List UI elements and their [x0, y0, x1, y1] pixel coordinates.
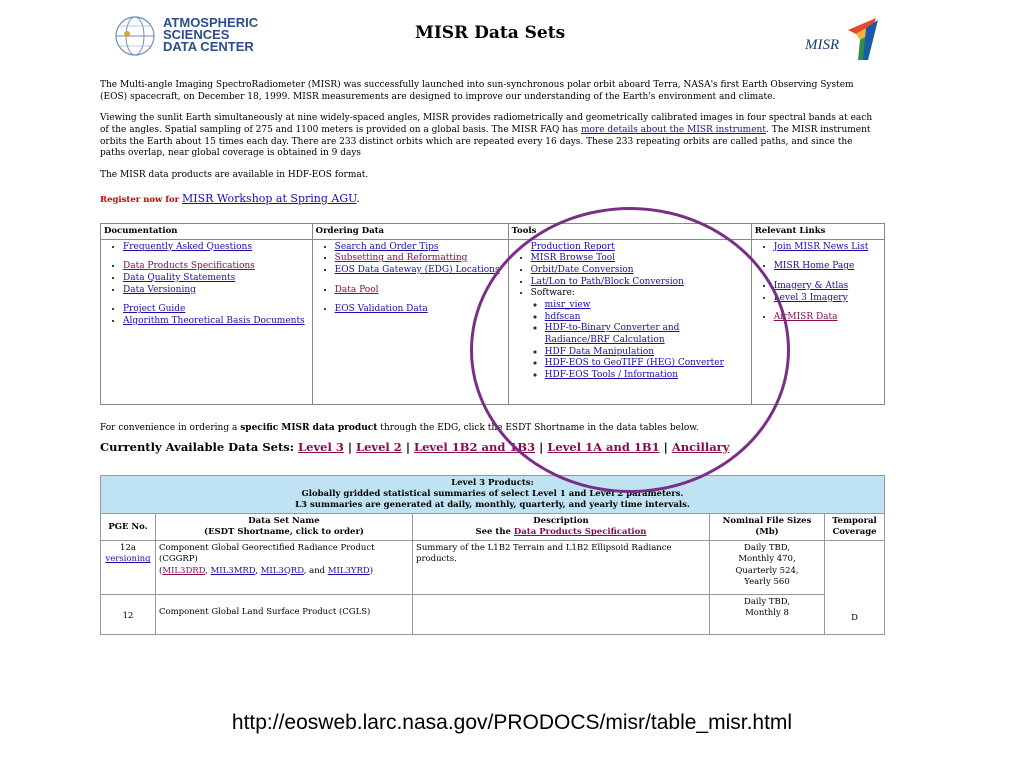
dps-link[interactable]: Data Products Specification [513, 527, 647, 538]
size-line: Daily TBD, [744, 543, 790, 554]
spacer [123, 253, 308, 261]
documentation-header: Documentation [101, 223, 313, 239]
file-size-cell [710, 595, 825, 635]
logo-line: ATMOSPHERIC [163, 15, 259, 30]
airmisr-link[interactable]: AirMISR Data [773, 312, 838, 323]
file-size-cell [710, 541, 825, 595]
size-line: Monthly 470, [738, 554, 796, 565]
intro-paragraph [100, 113, 880, 160]
level2-anchor[interactable]: Level 2 [356, 440, 402, 455]
software-list [531, 300, 747, 382]
versioning-link[interactable]: versioning [105, 554, 151, 565]
name-col-header [156, 514, 413, 541]
header-line: (ESDT Shortname, click to order) [204, 527, 364, 538]
tools-cell [508, 239, 751, 404]
dataset-name: Component Global Land Surface Product (CGLS) [159, 607, 371, 618]
convenience-note [100, 423, 880, 435]
orbit-date-link[interactable]: Orbit/Date Conversion [530, 264, 634, 275]
spacer [123, 296, 308, 304]
misr-arrow-icon [800, 16, 890, 66]
list-item [123, 261, 308, 273]
intro-paragraph: The Multi-angle Imaging SpectroRadiometer (MISR) was successfully launched into sun-synchronous polar orbit aboard Terra, NASA's first Earth Observing System (EOS) spacecraft, on December 18, 1999. MISR measurements are designed to improve our understanding of the Earth's environment and climate. [100, 80, 854, 102]
list-item [531, 265, 747, 277]
intro-text: Viewing the sunlit Earth simultaneously at nine widely-spaced angles, MISR provides radiometrically and geometrically calibrated images in four spectral bands at each of the angles. Spatial sampling of 275 and 1100 meters is provided on a global basis. The MISR FAQ has [100, 113, 873, 136]
header-line: Data Set Name [248, 516, 320, 527]
list-item [774, 281, 880, 293]
eos-validation-link[interactable]: EOS Validation Data [334, 304, 428, 315]
logo-line: SCIENCES [163, 27, 230, 42]
register-prefix: Register now for [100, 194, 180, 205]
documentation-list [105, 242, 308, 328]
latlon-path-link[interactable]: Lat/Lon to Path/Block Conversion [530, 276, 684, 287]
subsetting-link[interactable]: Subsetting and Reformatting [334, 253, 468, 264]
shortname-link[interactable]: MIL3YRD [327, 565, 370, 576]
hdfscan-link[interactable]: hdfscan [544, 311, 581, 322]
list-item [774, 293, 880, 305]
title-line: L3 summaries are generated at daily, monthly, quarterly, and yearly time intervals. [295, 500, 690, 511]
temporal-col-header [825, 514, 885, 541]
note-bold: specific MISR data product [240, 422, 378, 433]
pge-cell [101, 595, 156, 635]
list-item [123, 316, 308, 328]
list-item [123, 304, 308, 316]
hdf-manipulation-link[interactable]: HDF Data Manipulation [544, 346, 655, 357]
level3-anchor[interactable]: Level 3 [298, 440, 344, 455]
heg-converter-link[interactable]: HDF-EOS to GeoTIFF (HEG) Converter [544, 358, 724, 369]
shortname-link[interactable]: MIL3MRD [210, 565, 256, 576]
project-guide-link[interactable]: Project Guide [123, 304, 186, 315]
header-line: (Mb) [755, 527, 779, 538]
imagery-atlas-link[interactable]: Imagery & Atlas [773, 280, 849, 291]
links-header: Relevant Links [751, 223, 884, 239]
list-item [774, 261, 880, 273]
pge-number: 12 [122, 611, 134, 622]
dataset-abbrev: (CGGRP) [159, 554, 198, 565]
misr-instrument-link[interactable]: more details about the MISR instrument [580, 125, 766, 136]
list-item [774, 312, 880, 324]
misr-home-link[interactable]: MISR Home Page [773, 261, 855, 272]
globe-icon [113, 14, 157, 58]
level1a-anchor[interactable]: Level 1A and 1B1 [547, 440, 660, 455]
asdc-logo-text [163, 17, 258, 53]
list-item [335, 304, 504, 316]
format-paragraph: The MISR data products are available in HDF-EOS format. [100, 170, 369, 181]
level3-imagery-link[interactable]: Level 3 Imagery [773, 292, 848, 303]
logo-line: DATA CENTER [163, 39, 254, 54]
size-line: Daily TBD, [744, 597, 790, 608]
intro-text: . The MISR instrument orbits the Earth about 15 times each day. There are 233 distinct orbits which are repeated every 16 days. These 233 repeating orbits are called paths, and since the paths overlap, near global coverage is obtained in 9 days [100, 125, 871, 159]
temporal-value: D [851, 613, 858, 624]
atbd-link[interactable]: Algorithm Theoretical Basis Documents [123, 315, 305, 326]
list-item [531, 277, 747, 289]
separator: | [659, 440, 672, 455]
asdc-logo[interactable] [105, 10, 259, 70]
misr-view-link[interactable]: misr_view [544, 299, 591, 310]
size-col-header [710, 514, 825, 541]
page-title: MISR Data Sets [415, 23, 566, 43]
title-line: Level 3 Products: [451, 478, 534, 489]
list-item [335, 242, 504, 254]
ordering-header: Ordering Data [312, 223, 508, 239]
hdf-eos-tools-link[interactable]: HDF-EOS Tools / Information [544, 370, 678, 381]
shortname-link[interactable]: MIL3DRD [162, 565, 206, 576]
size-line: Monthly 8 [745, 608, 789, 619]
register-suffix: . [356, 191, 360, 205]
resources-table [100, 223, 885, 405]
list-item [545, 312, 747, 324]
source-url-caption: http://eosweb.larc.nasa.gov/PRODOCS/misr/table_misr.html [231, 711, 793, 734]
title-line: Globally gridded statistical summaries of select Level 1 and Level 2 parameters. [301, 489, 684, 500]
links-cell [751, 239, 884, 404]
level3-table [100, 475, 885, 635]
list-item [531, 253, 747, 265]
list-item [335, 285, 504, 297]
agu-workshop-link[interactable]: MISR Workshop at Spring AGU [182, 191, 357, 205]
list-item [545, 300, 747, 312]
header-line: Coverage [832, 527, 877, 538]
news-list-link[interactable]: Join MISR News List [773, 241, 869, 252]
list-item [545, 370, 747, 382]
list-item [545, 323, 747, 346]
spacer [774, 304, 880, 312]
page-header [95, 0, 890, 80]
ancillary-anchor[interactable]: Ancillary [671, 440, 730, 455]
screenshot-page [95, 0, 890, 672]
header-prefix: See the [475, 527, 511, 538]
spacer [774, 273, 880, 281]
description-col-header [413, 514, 710, 541]
description-cell [413, 595, 710, 635]
bracket: ( [159, 565, 163, 576]
misr-logo-text: MISR [805, 37, 840, 53]
ordering-cell [312, 239, 508, 404]
list-item [123, 242, 308, 254]
data-versioning-link[interactable]: Data Versioning [123, 284, 196, 295]
dataset-name-cell [156, 595, 413, 635]
available-datasets [100, 440, 880, 455]
spacer [335, 277, 504, 285]
edg-locations-link[interactable]: EOS Data Gateway (EDG) Locations [334, 264, 500, 275]
hdf-binary-link[interactable]: HDF-to-Binary Converter and Radiance/BRF Calculation [544, 323, 680, 346]
production-report-link[interactable]: Production Report [530, 241, 615, 252]
data-products-specs-link[interactable]: Data Products Specifications [123, 261, 255, 272]
level1b2-anchor[interactable]: Level 1B2 and 1B3 [414, 440, 536, 455]
header-line: Nominal File Sizes [722, 516, 812, 527]
available-label: Currently Available Data Sets: [100, 440, 295, 455]
misr-logo[interactable] [800, 16, 890, 66]
list-item [335, 253, 504, 265]
spacer [335, 296, 504, 304]
separator: | [401, 440, 415, 455]
shortname-links: (MIL3DRD, MIL3MRD, MIL3QRD, and MIL3YRD) [159, 565, 374, 576]
list-item [774, 242, 880, 254]
temporal-cell [825, 541, 885, 635]
bracket: ) [369, 565, 374, 576]
pge-cell [101, 541, 156, 595]
conjunction: and [309, 565, 326, 576]
list-item [545, 358, 747, 370]
list-item [123, 273, 308, 285]
dataset-name-cell [156, 541, 413, 595]
documentation-cell [101, 239, 313, 404]
list-item [545, 347, 747, 359]
note-text: For convenience in ordering a [100, 422, 238, 433]
tools-list [513, 242, 747, 382]
search-order-tips-link[interactable]: Search and Order Tips [334, 241, 439, 252]
links-list [756, 242, 880, 324]
faq-link[interactable]: Frequently Asked Questions [123, 241, 252, 252]
tools-header: Tools [508, 223, 751, 239]
separator: | [343, 440, 357, 455]
list-item [531, 242, 747, 254]
shortname-link[interactable]: MIL3QRD [260, 565, 304, 576]
separator: | [535, 440, 548, 455]
level3-title [101, 476, 885, 514]
header-line [416, 527, 706, 538]
list-item [335, 265, 504, 277]
description-cell: Summary of the L1B2 Terrain and L1B2 Ellipsoid Radiance products. [413, 541, 710, 595]
list-item [123, 285, 308, 297]
ordering-list [317, 242, 504, 316]
size-line: Quarterly 524, [735, 565, 799, 576]
pge-number: 12a [120, 543, 136, 554]
register-line [100, 192, 880, 207]
header-line: Temporal [832, 516, 877, 527]
header-line: Description [533, 516, 589, 527]
data-pool-link[interactable]: Data Pool [334, 284, 379, 295]
list-item [531, 288, 747, 382]
dataset-name: Component Global Georectified Radiance Product [159, 543, 375, 554]
data-quality-link[interactable]: Data Quality Statements [123, 272, 236, 283]
note-text: through the EDG, click the ESDT Shortname in the data tables below. [380, 422, 699, 433]
pge-col-header: PGE No. [101, 514, 156, 541]
software-label: Software: [530, 288, 575, 299]
spacer [774, 253, 880, 261]
browse-tool-link[interactable]: MISR Browse Tool [530, 253, 616, 264]
size-line: Yearly 560 [744, 576, 790, 587]
